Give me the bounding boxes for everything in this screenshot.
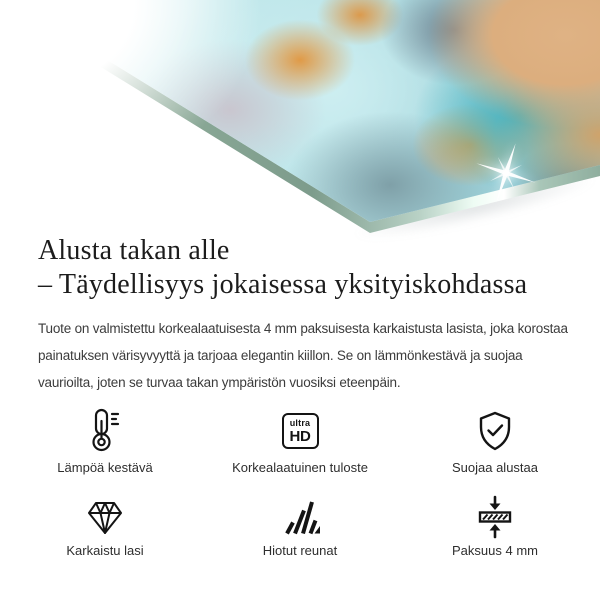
diamond-icon: [85, 497, 125, 537]
page-title-line1: Alusta takan alle: [38, 235, 230, 266]
page-title: [38, 234, 562, 302]
shield-check-icon: [475, 408, 515, 454]
feature-tempered-glass: [8, 497, 203, 558]
feature-protects-base: [398, 408, 593, 475]
product-hero-image: [0, 0, 600, 230]
diagonal-stripes-icon: [280, 497, 320, 537]
feature-thickness: [398, 497, 593, 558]
sparkle-icon: [474, 141, 538, 205]
page-title-line2: – Täydellisyys jokaisessa yksityiskohdassa: [38, 269, 528, 300]
thickness-arrows-icon: [475, 497, 515, 537]
thermometer-icon: [88, 408, 122, 454]
product-info-section: [0, 234, 600, 558]
feature-grid: [38, 408, 562, 558]
ultra-hd-icon-text-bottom: HD: [289, 427, 311, 445]
feature-label: Hiotut reunat: [262, 543, 338, 558]
feature-label: Korkealaatuinen tuloste: [232, 460, 368, 475]
feature-label: Karkaistu lasi: [66, 543, 144, 558]
product-description: Tuote on valmistettu korkealaatuisesta 4 mm paksuisesta karkaistusta lasista, joka korostaa painatuksen värisyvyyttä ja tarjoaa elegantin kiillon. Se on lämmönkestävä ja suojaa vaurioilta, joten se turvaa takan ympäristön vuosiksi eteenpäin.: [38, 321, 568, 390]
feature-polished-edges: [203, 497, 398, 558]
feature-label: Suojaa alustaa: [451, 460, 538, 475]
feature-label: Paksuus 4 mm: [452, 543, 538, 558]
feature-heat-resistant: [8, 408, 203, 475]
ultra-hd-icon-text-top: ultra: [289, 417, 311, 428]
ultra-hd-icon: [282, 408, 319, 454]
feature-label: Lämpöä kestävä: [57, 460, 153, 475]
feature-high-quality-print: [203, 408, 398, 475]
